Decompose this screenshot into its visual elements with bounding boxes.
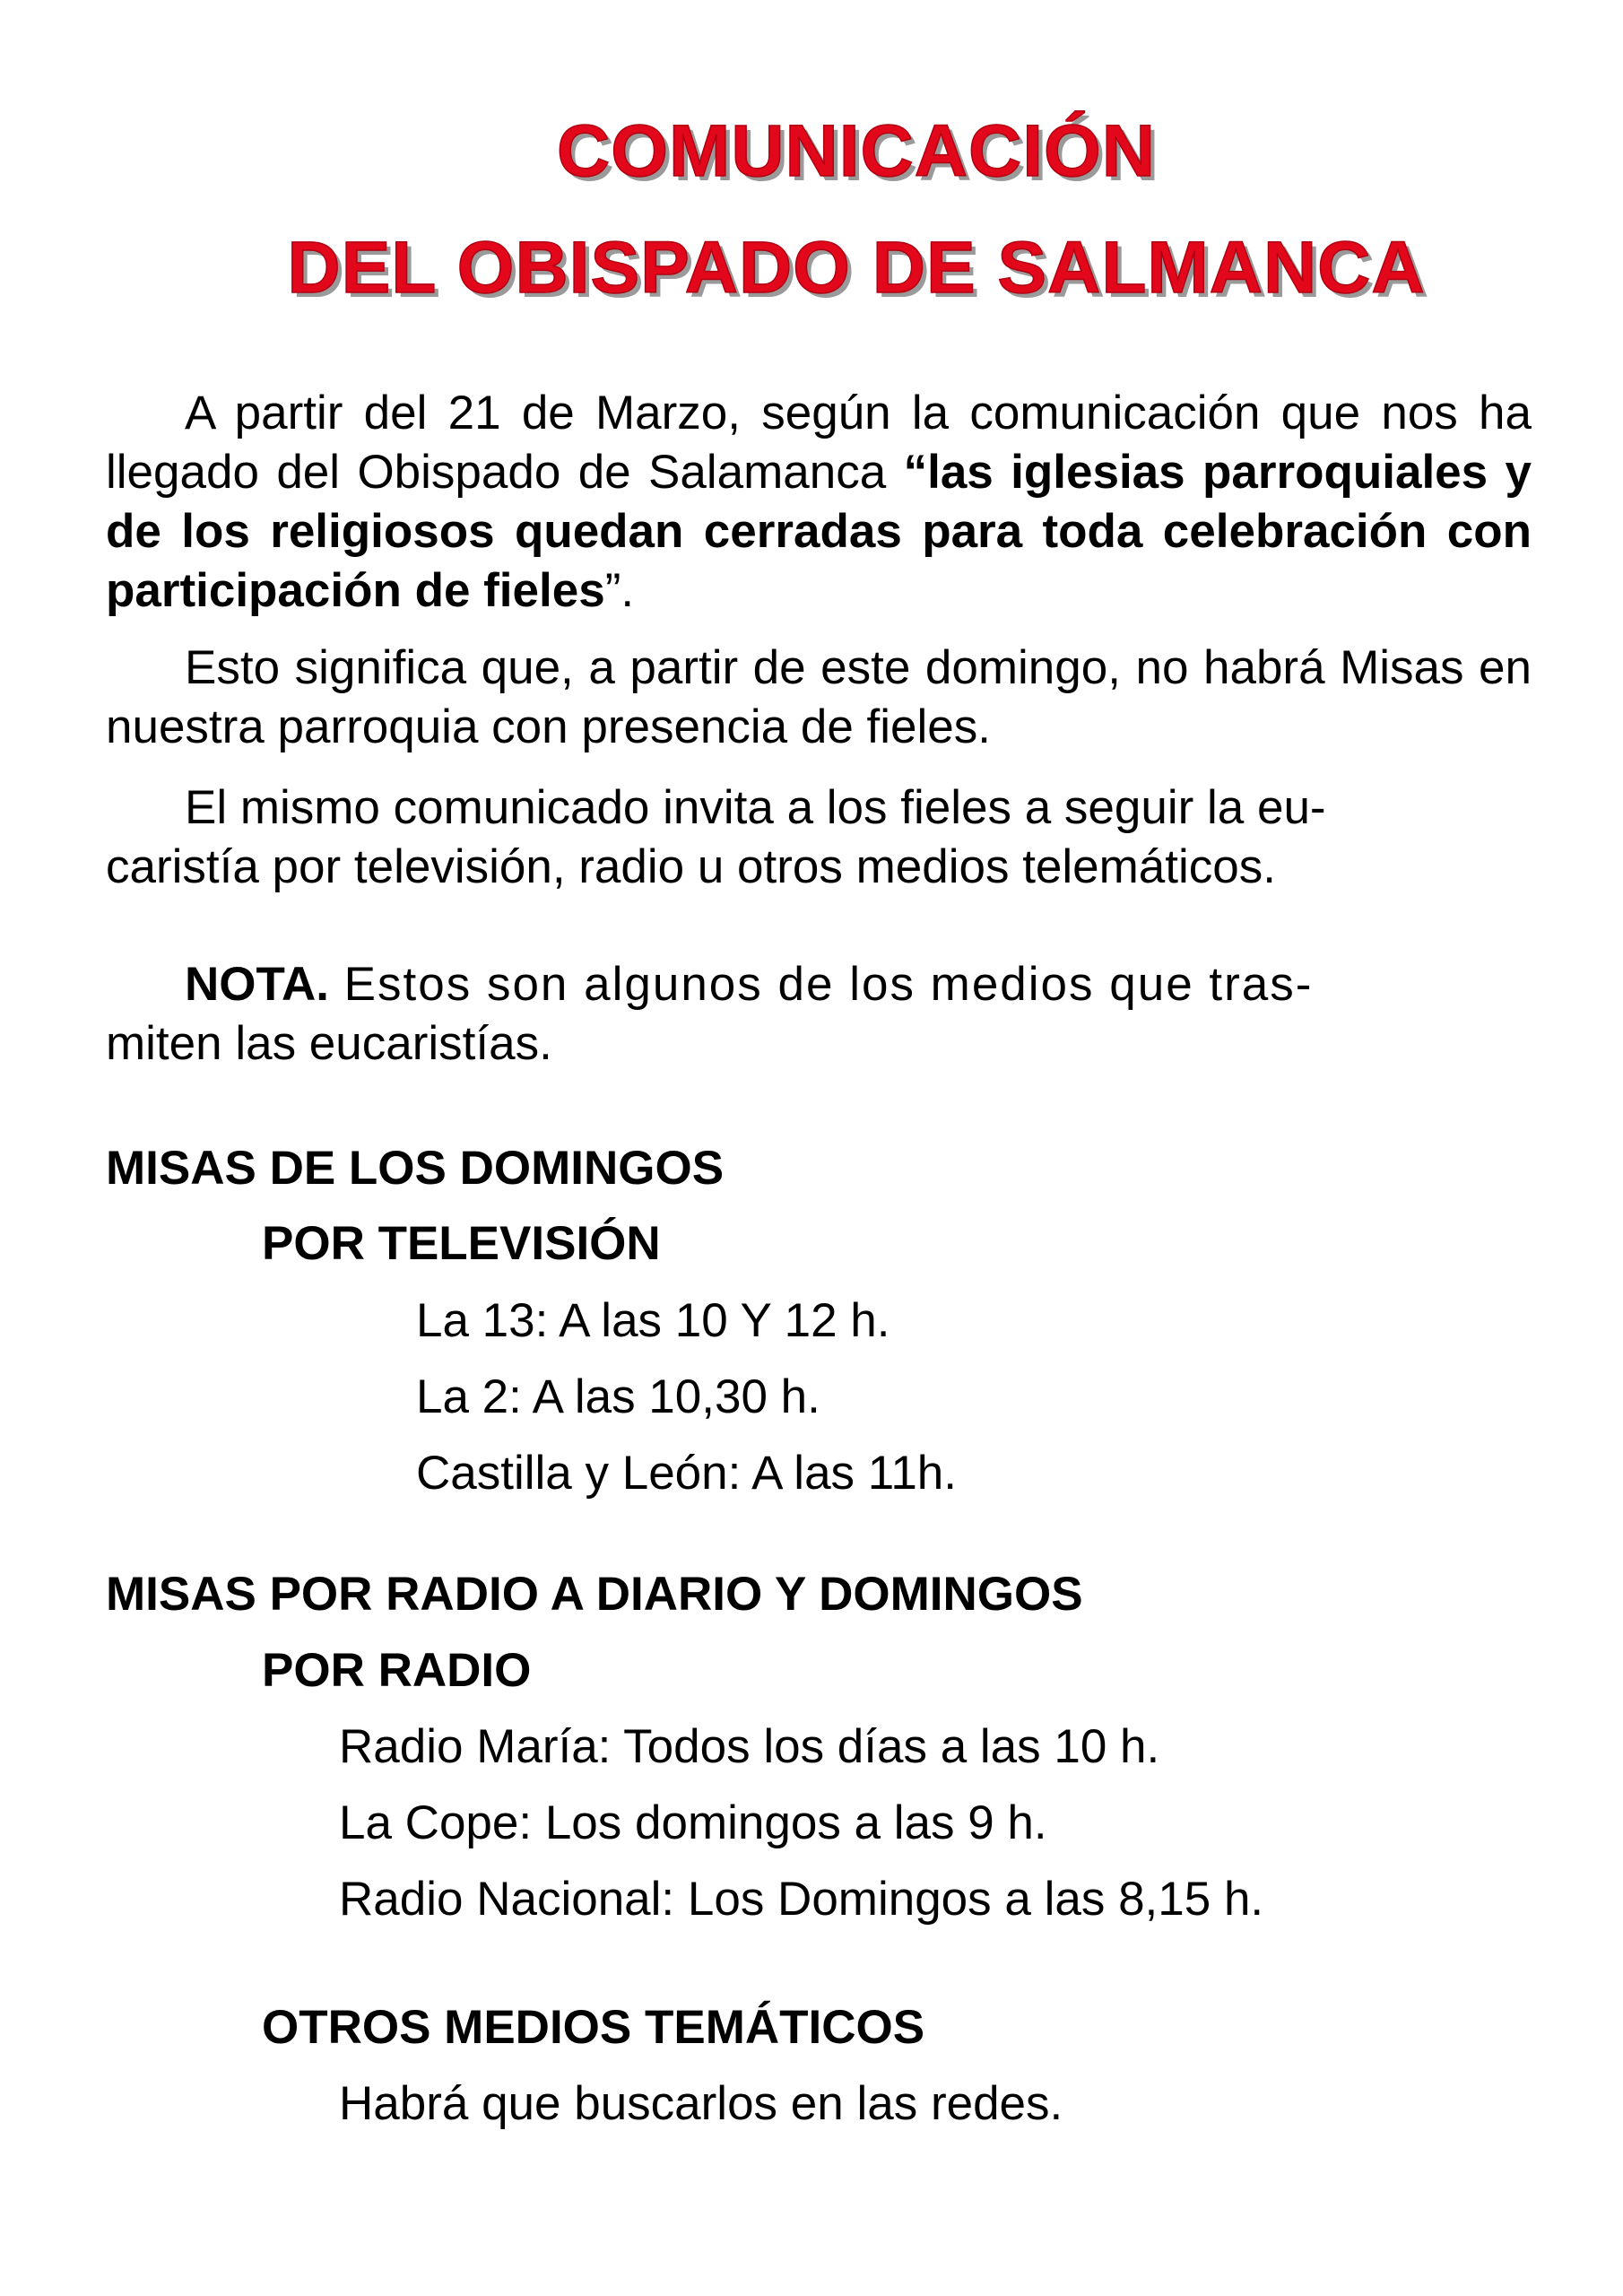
- tv-item: La 2: A las 10,30 h.: [416, 1370, 820, 1423]
- otros-medios-text: Habrá que buscarlos en las redes.: [339, 2077, 1063, 2130]
- tv-item: La 13: A las 10 Y 12 h.: [416, 1294, 890, 1347]
- subheading-por-television: POR TELEVISIÓN: [262, 1217, 661, 1270]
- paragraph-invitation-line-2: caristía por televisión, radio u otros medios telemáticos.: [106, 840, 1276, 893]
- heading-misas-domingos: MISAS DE LOS DOMINGOS: [106, 1142, 725, 1195]
- radio-item: La Cope: Los domingos a las 9 h.: [339, 1796, 1047, 1849]
- subheading-por-radio: POR RADIO: [262, 1644, 532, 1697]
- paragraph-no-masses: [106, 639, 1532, 757]
- radio-item: Radio María: Todos los días a las 10 h.: [339, 1720, 1160, 1773]
- heading-misas-radio: MISAS POR RADIO A DIARIO Y DOMINGOS: [106, 1568, 1083, 1621]
- title-line-2: DEL OBISPADO DE SALMANCA: [287, 227, 1426, 309]
- subheading-otros-medios: OTROS MEDIOS TEMÁTICOS: [262, 2001, 925, 2054]
- radio-item: Radio Nacional: Los Domingos a las 8,15 h.: [339, 1873, 1264, 1926]
- nota-label: NOTA.: [185, 958, 329, 1011]
- paragraph-nota: [106, 955, 1532, 1074]
- nota-line-2: miten las eucaristías.: [106, 1017, 552, 1070]
- paragraph-announcement-end: ”.: [604, 564, 635, 617]
- paragraph-announcement-bold: “las iglesias parroquiales y de los religiosos quedan cerradas para toda celebración con participación de fieles: [106, 446, 1532, 617]
- paragraph-no-masses-text: Esto significa que, a partir de este domingo, no habrá Misas en nuestra parroquia con presencia de fieles.: [106, 641, 1532, 753]
- tv-item: Castilla y León: A las 11h.: [416, 1447, 958, 1500]
- title-line-1: COMUNICACIÓN: [557, 110, 1156, 192]
- paragraph-announcement: [106, 384, 1532, 621]
- nota-line-1: Estos son algunos de los medios que tras-: [328, 958, 1314, 1011]
- paragraph-invitation-line-1: El mismo comunicado invita a los fieles a seguir la eu-: [185, 781, 1326, 834]
- paragraph-announcement-text: A partir del 21 de Marzo, según la comunicación que nos ha llegado del Obispado de Salamanca: [106, 387, 1532, 499]
- paragraph-invitation: [106, 778, 1532, 897]
